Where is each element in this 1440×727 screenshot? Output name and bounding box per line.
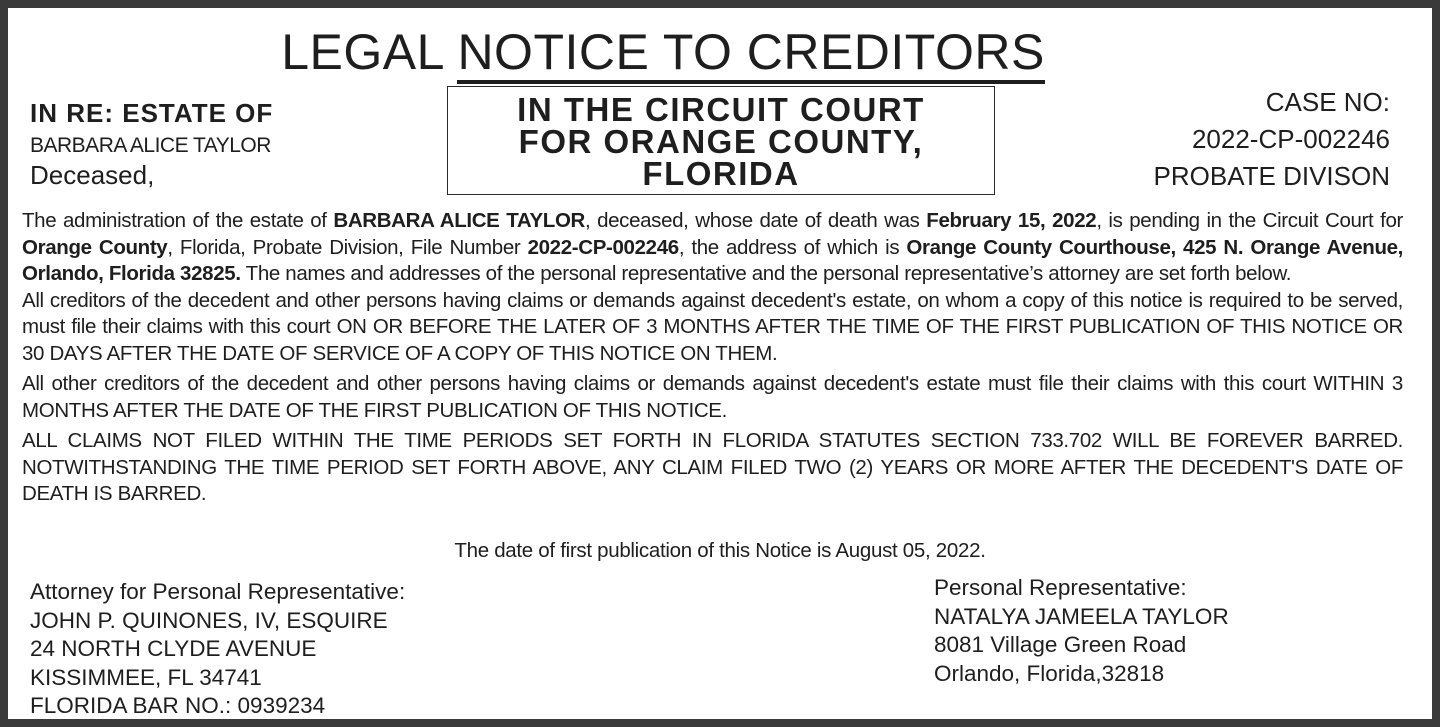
in-re-heading: IN RE: ESTATE OF bbox=[30, 98, 274, 128]
court-line-2: FOR ORANGE COUNTY, bbox=[518, 123, 924, 160]
case-label: CASE NO: bbox=[1265, 87, 1390, 117]
case-number: 2022-CP-002246 bbox=[1191, 124, 1390, 154]
representative-block bbox=[934, 574, 1229, 688]
p1-county: Orange County bbox=[22, 235, 168, 259]
representative-city: Orlando, Florida,32818 bbox=[934, 660, 1165, 686]
p1-decedent-name: BARBARA ALICE TAYLOR bbox=[333, 209, 585, 232]
p1-text-5: , the address of which is bbox=[678, 235, 907, 259]
court-box bbox=[447, 86, 995, 195]
attorney-bar-number: FLORIDA BAR NO.: 0939234 bbox=[30, 693, 326, 718]
notice-title bbox=[8, 22, 1318, 82]
representative-street: 8081 Village Green Road bbox=[934, 632, 1187, 657]
p1-courthouse-address: Orange County Courthouse, 425 N. Orange Avenue, Orlando, Florida 32825. bbox=[22, 235, 1404, 285]
notice-body bbox=[22, 208, 1403, 512]
title-part-legal: LEGAL bbox=[281, 24, 458, 80]
representative-heading: Personal Representative: bbox=[934, 575, 1187, 600]
attorney-street: 24 NORTH CLYDE AVENUE bbox=[30, 636, 317, 661]
paragraph-other-creditors: All other creditors of the decedent and other persons having claims or demands against decedent's estate must file their claims with this court WITHIN 3 MONTHS AFTER THE DATE OF THE FIRST PUBLICATION OF THIS NOTICE. bbox=[22, 372, 1403, 422]
paragraph-creditors-served: All creditors of the decedent and other persons having claims or demands against decedent's estate, on whom a copy of this notice is required to be served, must file their claims with this court ON OR BEFORE THE LATER OF 3 MONTHS AFTER THE TIME OF THE FIRST PUBLICATION OF THIS NOTICE OR 30 DAYS AFTER THE DATE OF SERVICE OF A COPY OF THIS NOTICE ON THEM. bbox=[22, 288, 1403, 365]
p1-date-of-death: February 15, 2022 bbox=[926, 209, 1097, 232]
p1-text-6: The names and addresses of the personal representative and the personal representative’s attorney are set forth below. bbox=[240, 262, 1292, 285]
court-line-1: IN THE CIRCUIT COURT bbox=[517, 91, 925, 128]
p1-text-2: , deceased, whose date of death was bbox=[585, 209, 927, 232]
court-line-3: FLORIDA bbox=[642, 155, 800, 192]
p1-text-3: , is pending in the Circuit Court for bbox=[1096, 209, 1403, 232]
case-info bbox=[1154, 84, 1390, 195]
paragraph-administration bbox=[22, 208, 1403, 288]
decedent-name: BARBARA ALICE TAYLOR bbox=[30, 134, 271, 157]
attorney-heading: Attorney for Personal Representative: bbox=[30, 579, 406, 604]
attorney-city: KISSIMMEE, FL 34741 bbox=[30, 664, 262, 690]
p1-file-number: 2022-CP-002246 bbox=[527, 235, 679, 259]
attorney-name: JOHN P. QUINONES, IV, ESQUIRE bbox=[30, 607, 388, 633]
deceased-label: Deceased, bbox=[30, 160, 155, 190]
title-part-notice-to-creditors: NOTICE TO CREDITORS bbox=[457, 24, 1044, 84]
p1-text-1: The administration of the estate of bbox=[22, 209, 334, 232]
attorney-block bbox=[30, 578, 405, 721]
case-division: PROBATE DIVISON bbox=[1153, 161, 1390, 191]
paragraph-claims-barred: ALL CLAIMS NOT FILED WITHIN THE TIME PERIODS SET FORTH IN FLORIDA STATUTES SECTION 733.702 WILL BE FOREVER BARRED. NOTWITHSTANDING THE TIME PERIOD SET FORTH ABOVE, ANY CLAIM FILED TWO (2) YEARS OR MORE AFTER THE DECEDENT'S DATE OF DEATH IS BARRED. bbox=[22, 429, 1403, 505]
p1-text-4: , Florida, Probate Division, File Number bbox=[167, 235, 528, 259]
publication-date: The date of first publication of this Notice is August 05, 2022. bbox=[454, 539, 986, 562]
representative-name: NATALYA JAMEELA TAYLOR bbox=[934, 603, 1229, 629]
